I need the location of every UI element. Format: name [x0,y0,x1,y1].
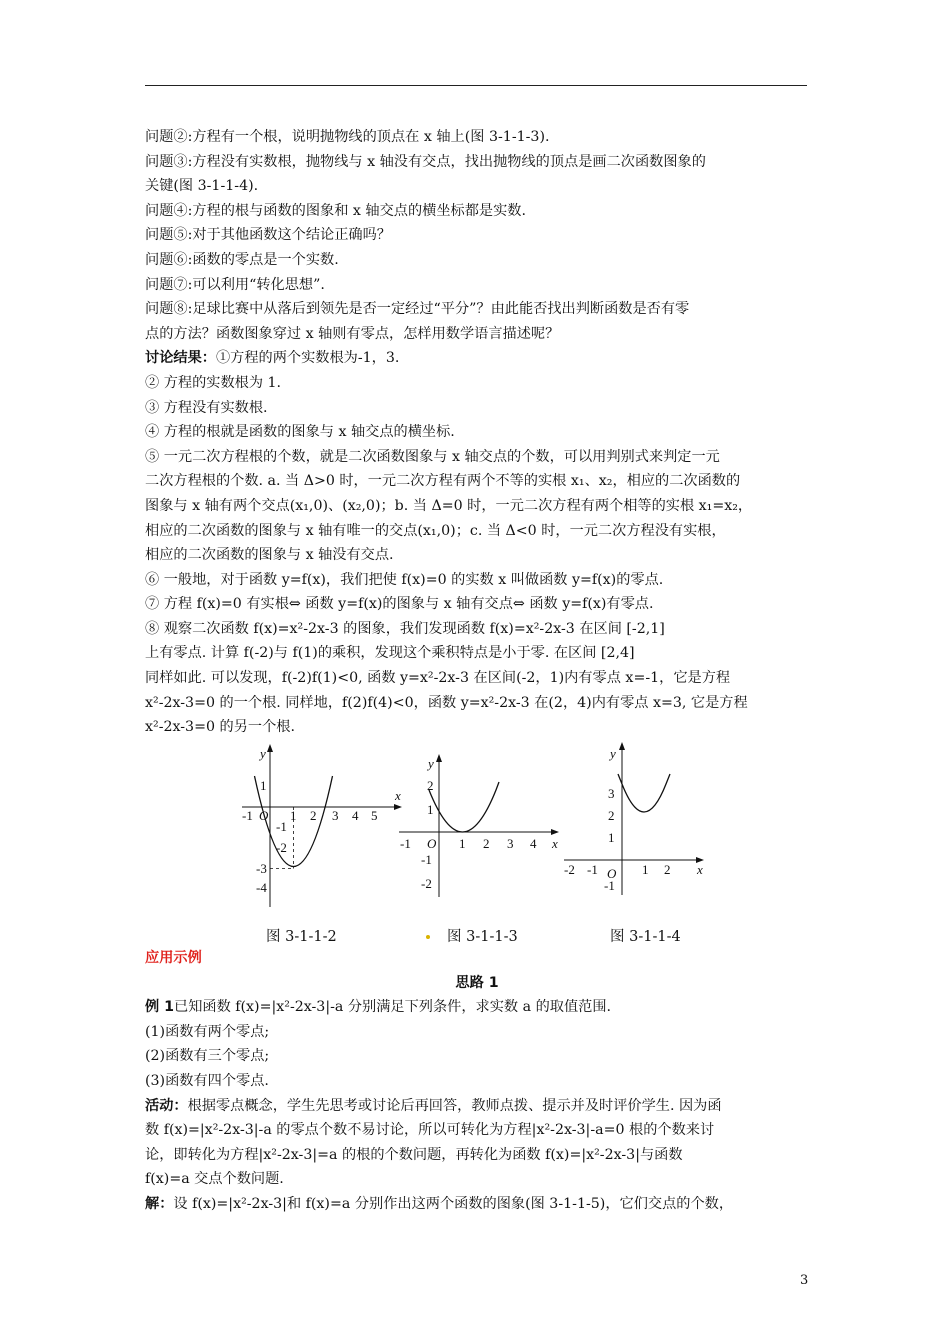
tick-label: -1 [604,878,615,893]
figure-3-1-1-2 [238,742,408,912]
y-axis-label: y [610,746,616,761]
discussion-item: 相应的二次函数的图象与 x 轴没有交点. [145,547,394,564]
tick-label: 1 [459,836,466,851]
figure-3-1-1-3 [395,752,565,902]
discussion-item: ⑧ 观察二次函数 f(x)=x²-2x-3 的图象，我们发现函数 f(x)=x²-2x-3 在区间 [-2,1] [145,620,665,637]
activity-label: 活动： [145,1097,188,1114]
discussion-item: ⑤ 一元二次方程根的个数，就是二次函数图象与 x 轴交点的个数，可以用判别式来判定一元 [145,448,720,465]
tick-label: -2 [276,840,287,855]
figure-caption: 图 3-1-1-2 [266,929,337,945]
x-axis-label: x [552,836,558,851]
activity-line: 活动：根据零点概念，学生先思考或讨论后再回答，教师点拨、提示并及时评价学生. 因为函 [145,1097,722,1114]
tick-label: -2 [421,876,432,891]
text-line: 点的方法？函数图象穿过 x 轴则有零点，怎样用数学语言描述呢？ [145,325,560,342]
example-line: 例 1已知函数 f(x)=|x²-2x-3|-a 分别满足下列条件，求实数 a 的取值范围. [145,999,612,1016]
origin-label: O [427,836,437,851]
stray-dot [426,935,430,939]
discussion-first: 讨论结果：①方程的两个实数根为-1，3. [145,350,400,367]
tick-label: 1 [608,830,615,845]
header-rule [145,85,807,86]
tick-label: 2 [483,836,490,851]
text-line: 问题④:方程的根与函数的图象和 x 轴交点的横坐标都是实数. [145,202,526,219]
tick-label: -4 [256,880,267,895]
text-line: 问题⑧:足球比赛中从落后到领先是否一定经过“平分”？由此能否找出判断函数是否有零 [145,301,690,318]
text-line: 问题③:方程没有实数根，抛物线与 x 轴没有交点，找出抛物线的顶点是画二次函数图象的 [145,153,706,170]
tick-label: 4 [352,808,359,823]
example-label: 例 1 [145,999,174,1016]
discussion-item: ⑦ 方程 f(x)=0 有实根⇔ 函数 y=f(x)的图象与 x 轴有交点⇔ 函数 y=f(x)有零点. [145,596,654,613]
solution-label: 解： [145,1195,174,1212]
y-axis-label: y [428,756,434,771]
condition-item: (2)函数有三个零点; [145,1048,270,1065]
tick-label: 2 [427,778,434,793]
discussion-item: ④ 方程的根就是函数的图象与 x 轴交点的横坐标. [145,424,455,441]
discussion-item: ⑥ 一般地，对于函数 y=f(x)，我们把使 f(x)=0 的实数 x 叫做函数 y=f(x)的零点. [145,571,664,588]
tick-label: -1 [421,852,432,867]
discussion-item: ② 方程的实数根为 1. [145,374,282,391]
tick-label: 5 [371,808,378,823]
tick-label: -1 [400,836,411,851]
text-line: 问题②:方程有一个根，说明抛物线的顶点在 x 轴上(图 3-1-1-3). [145,129,550,145]
text-line: 问题⑦:可以利用“转化思想”. [145,276,325,293]
section-heading: 应用示例 [145,950,202,966]
tick-label: 3 [332,808,339,823]
figure-3-1-1-4 [560,740,710,900]
tick-label: 3 [507,836,514,851]
origin-label: O [607,866,617,881]
text-line: 关键(图 3-1-1-4). [145,178,259,195]
tick-label: 1 [427,802,434,817]
activity-line: 论，即转化为方程|x²-2x-3|=a 的根的个数问题，再转化为函数 f(x)=|x²-2x-3|与函数 [145,1146,683,1163]
text-line: 问题⑥:函数的零点是一个实数. [145,251,339,268]
activity-line: 数 f(x)=|x²-2x-3|-a 的零点个数不易讨论，所以可转化为方程|x²-2x-3|-a=0 根的个数来讨 [145,1122,715,1139]
discussion-item: 同样如此. 可以发现，f(-2)f(1)<0, 函数 y=x²-2x-3 在区间(-2，1)内有零点 x=-1，它是方程 [145,670,731,687]
figure-caption: 图 3-1-1-3 [447,929,518,945]
activity-line: f(x)=a 交点个数问题. [145,1171,284,1188]
tick-label: 1 [260,778,267,793]
tick-label: 2 [608,808,615,823]
tick-label: 2 [310,808,317,823]
solution-line: 解：设 f(x)=|x²-2x-3|和 f(x)=a 分别作出这两个函数的图象(图 3-1-1-5)，它们交点的个数， [145,1195,734,1212]
discussion-item: 二次方程根的个数. a. 当 Δ>0 时，一元二次方程有两个不等的实根 x₁、x₂，相应的二次函数的 [145,473,741,490]
application-section [145,946,809,1217]
tick-label: 2 [664,862,671,877]
x-axis-label: x [395,788,401,803]
condition-item: (1)函数有两个零点; [145,1023,270,1040]
tick-label: 3 [608,786,615,801]
figure-caption: 图 3-1-1-4 [610,929,681,945]
condition-item: (3)函数有四个零点. [145,1072,269,1089]
tick-label: -2 [564,862,575,877]
page-number: 3 [800,1273,809,1288]
x-axis-label: x [697,862,703,877]
tick-label: 1 [642,862,649,877]
discussion-item: x²-2x-3=0 的一个根. 同样地，f(2)f(4)<0，函数 y=x²-2x-3 在(2，4)内有零点 x=3, 它是方程 [145,694,748,711]
discussion-label: 讨论结果： [145,350,216,367]
tick-label: -3 [256,861,267,876]
tick-label: -1 [587,862,598,877]
y-axis-label: y [260,746,266,761]
tick-label: 4 [530,836,537,851]
discussion-item: x²-2x-3=0 的另一个根. [145,719,295,736]
tick-label: -1 [276,819,287,834]
origin-label: O [259,808,269,823]
discussion-item: 上有零点. 计算 f(-2)与 f(1)的乘积，发现这个乘积特点是小于零. 在区间 [2,4] [145,645,635,662]
discussion-item: 相应的二次函数的图象与 x 轴有唯一的交点(x₁,0)；c. 当 Δ<0 时，一元二次方程没有实根， [145,522,726,539]
tick-label: -1 [242,808,253,823]
text-line: 问题⑤:对于其他函数这个结论正确吗？ [145,227,391,244]
sub-heading: 思路 1 [455,974,499,991]
tick-label: 1 [290,808,297,823]
discussion-item: ③ 方程没有实数根. [145,399,268,416]
page-body [145,125,809,740]
discussion-item: 图象与 x 轴有两个交点(x₁,0)、(x₂,0)；b. 当 Δ=0 时，一元二次方程有两个相等的实根 x₁=x₂， [145,497,753,514]
